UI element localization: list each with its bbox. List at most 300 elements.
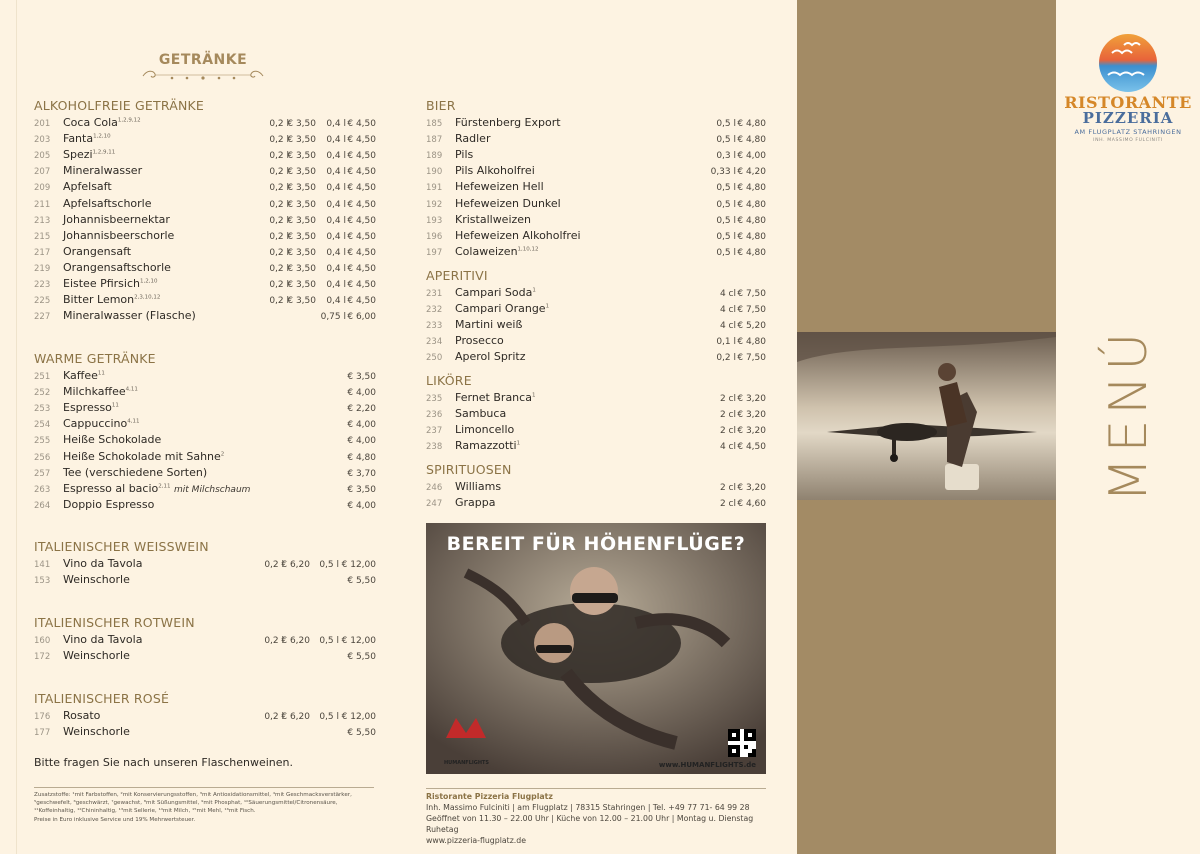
item-price: € 4,00	[347, 436, 376, 447]
item-name-text: Fernet Branca	[455, 391, 532, 404]
item-number: 231	[426, 289, 443, 299]
menu-item	[426, 333, 766, 349]
item-s2: 0,4 l	[326, 215, 346, 226]
item-number: 177	[34, 728, 51, 739]
item-price: € 4,80	[737, 119, 766, 129]
item-p2: € 4,50	[347, 183, 376, 194]
item-name	[63, 572, 130, 588]
item-number: 237	[426, 426, 443, 437]
menu-item	[426, 244, 766, 260]
item-p1: € 3,50	[287, 167, 316, 178]
item-p1: € 6,20	[281, 712, 310, 722]
item-name-text: Hefeweizen Dunkel	[455, 196, 561, 210]
item-price: € 4,80	[737, 183, 766, 194]
item-s2: 0,4 l	[326, 280, 346, 290]
item-price: € 2,20	[347, 404, 376, 415]
item-number: 225	[34, 296, 51, 307]
item-name-text: Fanta	[63, 132, 94, 146]
item-size: 4 cl	[719, 289, 736, 299]
additive-markers: 1	[516, 440, 521, 447]
item-size: 0,5 l	[716, 247, 736, 258]
menu-item	[34, 292, 376, 308]
menu-item	[426, 163, 766, 179]
item-name-text: Grappa	[455, 496, 496, 510]
ornament-divider	[141, 70, 265, 82]
website-link[interactable]: www.pizzeria-flugplatz.de	[426, 836, 527, 845]
menu-item	[426, 317, 766, 333]
menu-item	[34, 708, 376, 724]
menu-item	[34, 115, 376, 131]
item-size: 2 cl	[719, 410, 736, 421]
contact-address: Inh. Massimo Fulciniti | am Flugplatz | 78315 Stahringen | Tel. +49 77 71- 64 99 28	[426, 803, 750, 812]
item-price: € 4,00	[347, 500, 376, 511]
menu-item	[34, 724, 376, 740]
additive-markers: 1	[545, 303, 550, 310]
fold-line	[16, 0, 17, 854]
item-name	[455, 317, 522, 333]
menu-item	[34, 497, 376, 513]
item-name-text: Weinschorle	[63, 725, 130, 739]
menu-item	[34, 432, 376, 448]
footnote-divider	[34, 787, 374, 788]
restaurant-name: Ristorante Pizzeria Flugplatz	[426, 792, 553, 801]
item-name-text: Colaweizen	[455, 244, 518, 258]
additive-markers: 2,3,10,12	[134, 294, 161, 301]
item-p2: € 12,00	[341, 712, 376, 722]
item-number: 235	[426, 394, 443, 404]
item-number: 176	[34, 712, 51, 722]
item-size: 4 cl	[719, 305, 736, 316]
item-price: € 4,80	[737, 231, 766, 242]
item-size: 0,5 l	[716, 183, 736, 194]
item-p1: € 6,20	[281, 560, 310, 570]
item-number: 254	[34, 420, 51, 431]
item-name-text: Weinschorle	[63, 649, 130, 663]
additive-markers: 1,2,10	[93, 133, 111, 140]
additive-markers: 2	[220, 450, 225, 457]
section-title: APERITIVI	[426, 268, 488, 283]
item-size: 2 cl	[719, 426, 736, 437]
menu-item	[34, 244, 376, 260]
item-number: 141	[34, 560, 51, 570]
item-name-text: Pils	[455, 148, 474, 162]
item-size: 0,5 l	[716, 231, 736, 242]
item-name-text: Coca Cola	[63, 116, 118, 129]
item-name-text: Kaffee	[63, 369, 98, 382]
pilot-airplane-image	[797, 332, 1056, 500]
item-s2: 0,75 l	[320, 312, 346, 323]
item-name-text: Campari Soda	[455, 286, 533, 299]
item-price: € 4,00	[347, 388, 376, 399]
pilot-photo	[797, 332, 1056, 500]
item-number: 236	[426, 410, 443, 421]
item-number: 246	[426, 483, 443, 493]
item-price: € 4,80	[737, 215, 766, 226]
item-price: € 4,80	[737, 135, 766, 146]
item-name	[63, 481, 250, 498]
item-name-text: Orangensaft	[63, 244, 132, 258]
item-name-text: Campari Orange	[455, 302, 546, 316]
section-title: ITALIENISCHER ROTWEIN	[34, 615, 195, 630]
item-price: € 3,50	[347, 484, 376, 495]
menu-item	[34, 384, 376, 400]
item-number: 209	[34, 183, 51, 194]
menu-item	[34, 212, 376, 228]
item-name	[63, 276, 157, 292]
item-name	[63, 465, 207, 481]
item-s1: 0,2 l	[269, 151, 289, 162]
item-p2: € 6,00	[347, 312, 376, 323]
price-note: Preise in Euro inklusive Service und 19% Mehrwertsteuer.	[34, 817, 196, 823]
item-price: € 3,20	[737, 410, 766, 421]
menu-item	[426, 390, 766, 406]
item-p1: € 3,50	[287, 263, 316, 274]
item-name-text: Milchkaffee	[63, 385, 126, 399]
item-number: 253	[34, 404, 51, 415]
item-number: 234	[426, 337, 443, 348]
item-price: € 4,80	[737, 247, 766, 258]
item-price: € 3,20	[737, 394, 766, 404]
menu-title-vertical: MENÚ	[1099, 327, 1159, 503]
menu-item	[426, 228, 766, 244]
item-p2: € 4,50	[347, 247, 376, 258]
item-p2: € 5,50	[347, 652, 376, 663]
item-number: 264	[34, 500, 51, 511]
menu-item	[426, 438, 766, 454]
item-name	[63, 632, 142, 648]
item-number: 160	[34, 636, 51, 646]
item-name-text: Apfelsaftschorle	[63, 196, 152, 210]
item-name-text: Rosato	[63, 709, 101, 722]
item-name	[455, 438, 520, 454]
additive-markers: 11	[97, 370, 105, 377]
menu-item	[426, 479, 766, 495]
menu-item	[426, 422, 766, 438]
item-p1: € 3,50	[287, 119, 316, 129]
item-s1: 0,2 l	[269, 167, 289, 178]
ad-headline: BEREIT FÜR HÖHENFLÜGE?	[446, 533, 746, 555]
item-name	[455, 479, 501, 495]
ad-url[interactable]: www.HUMANFLIGHTS.de	[658, 761, 756, 769]
footnotes	[34, 791, 379, 824]
item-number: 257	[34, 468, 51, 479]
item-name	[455, 285, 536, 301]
item-name	[63, 497, 154, 513]
item-name	[455, 163, 535, 179]
item-name	[63, 115, 141, 131]
item-name-text: Martini weiß	[455, 318, 523, 332]
item-number: 255	[34, 436, 51, 447]
item-number: 232	[426, 305, 443, 316]
item-p2: € 4,50	[347, 215, 376, 226]
item-p2: € 5,50	[347, 728, 376, 739]
item-name	[455, 244, 539, 260]
item-name	[63, 308, 196, 324]
additive-markers: 4,11	[127, 418, 140, 425]
section-title: ALKOHOLFREIE GETRÄNKE	[34, 98, 204, 113]
item-p1: € 6,20	[281, 636, 310, 646]
item-size: 0,3 l	[716, 151, 736, 162]
item-p2: € 4,50	[347, 296, 376, 307]
item-name-text: Johannisbeernektar	[63, 212, 170, 226]
menu-item	[34, 400, 376, 416]
item-price: € 7,50	[737, 353, 766, 364]
item-name-text: Hefeweizen Alkoholfrei	[455, 228, 581, 242]
menu-item	[34, 131, 376, 147]
item-name-text: Ramazzotti	[455, 439, 517, 453]
item-s1: 0,2 l	[269, 119, 289, 129]
item-name-text: Doppio Espresso	[63, 497, 155, 511]
item-s2: 0,4 l	[326, 231, 346, 242]
item-number: 211	[34, 199, 51, 210]
item-price: € 7,50	[737, 289, 766, 299]
item-s2: 0,4 l	[326, 151, 346, 162]
item-price: € 4,80	[347, 452, 376, 463]
item-price: € 4,50	[737, 442, 766, 453]
menu-item	[426, 147, 766, 163]
item-size: 0,5 l	[716, 199, 736, 210]
item-number: 250	[426, 353, 443, 364]
item-number: 238	[426, 442, 443, 453]
humanflights-ad[interactable]	[426, 523, 766, 774]
item-price: € 4,00	[347, 420, 376, 431]
item-number: 189	[426, 151, 443, 162]
contact-divider	[426, 788, 766, 789]
item-name-text: Heiße Schokolade mit Sahne	[63, 449, 221, 463]
item-p1: € 3,50	[287, 296, 316, 307]
item-number: 219	[34, 263, 51, 274]
item-name	[455, 495, 496, 511]
section-title: BIER	[426, 98, 456, 113]
flaschenwein-hint: Bitte fragen Sie nach unseren Flaschenweinen.	[34, 756, 293, 769]
item-name	[63, 244, 131, 260]
logo-ristorante: RISTORANTE	[1064, 93, 1192, 112]
additive-markers: 1	[532, 287, 536, 294]
item-s2: 0,4 l	[326, 135, 346, 146]
additive-markers: 1	[531, 392, 536, 399]
qr-code-icon[interactable]	[728, 729, 756, 757]
item-price: € 4,60	[737, 499, 766, 510]
item-p1: € 3,50	[287, 151, 316, 162]
item-name-text: Sambuca	[455, 407, 507, 421]
menu-item	[426, 131, 766, 147]
item-name	[63, 556, 142, 572]
item-name	[455, 349, 525, 365]
item-name-text: Espresso	[63, 401, 112, 415]
item-price: € 3,20	[737, 483, 766, 493]
item-s1: 0,2 l	[269, 263, 289, 274]
item-size: 0,33 l	[710, 167, 736, 178]
item-name-text: Aperol Spritz	[455, 350, 526, 364]
item-number: 223	[34, 280, 51, 290]
item-s2: 0,4 l	[326, 296, 346, 307]
contact-info	[426, 791, 786, 846]
additive-markers: 11	[111, 402, 119, 409]
item-p2: € 4,50	[347, 231, 376, 242]
item-s1: 0,2 l	[269, 215, 289, 226]
item-s1: 0,2 l	[264, 560, 284, 570]
menu-item	[426, 179, 766, 195]
menu-item	[34, 465, 376, 481]
item-name-text: Johannisbeerschorle	[63, 228, 175, 242]
item-number: 247	[426, 499, 443, 510]
item-name	[455, 115, 561, 131]
additive-markers: 4,11	[125, 386, 138, 393]
item-name	[455, 301, 549, 317]
item-price: € 4,20	[737, 167, 766, 178]
item-name	[63, 384, 138, 400]
item-number: 190	[426, 167, 443, 178]
item-name-text: Eistee Pfirsich	[63, 277, 140, 290]
item-name	[455, 196, 561, 212]
additive-markers: 1,2,9,12	[117, 117, 141, 124]
item-p1: € 3,50	[287, 135, 316, 146]
item-name-text: Pils Alkoholfrei	[455, 164, 535, 178]
item-name	[455, 131, 490, 147]
item-s1: 0,2 l	[269, 296, 289, 307]
item-number: 227	[34, 312, 51, 323]
item-size: 0,5 l	[716, 135, 736, 146]
ad-brand: HUMANFLIGHTS	[444, 760, 490, 766]
item-number: 172	[34, 652, 51, 663]
section-title: SPIRITUOSEN	[426, 462, 512, 477]
item-s2: 0,5 l	[319, 560, 339, 570]
item-p2: € 4,50	[347, 119, 376, 129]
item-p2: € 4,50	[347, 135, 376, 146]
menu-item	[34, 449, 376, 465]
item-name-text: Williams	[455, 480, 502, 493]
item-s2: 0,5 l	[319, 636, 339, 646]
item-number: 215	[34, 231, 51, 242]
item-size: 4 cl	[719, 321, 736, 332]
item-size: 2 cl	[719, 483, 736, 493]
item-number: 256	[34, 452, 51, 463]
menu-item	[426, 349, 766, 365]
item-name-text: Vino da Tavola	[63, 633, 143, 646]
item-name	[455, 422, 514, 438]
item-s1: 0,2 l	[269, 231, 289, 242]
item-price: € 4,00	[737, 151, 766, 162]
menu-item	[34, 179, 376, 195]
item-number: 251	[34, 372, 51, 382]
item-size: 0,2 l	[716, 353, 736, 364]
item-number: 205	[34, 151, 51, 162]
menu-item	[34, 308, 376, 324]
item-number: 153	[34, 576, 51, 587]
item-name	[455, 179, 544, 195]
section-title: LIKÖRE	[426, 373, 472, 388]
item-name	[63, 179, 112, 195]
item-name	[455, 406, 506, 422]
item-number: 207	[34, 167, 51, 178]
item-p2: € 4,50	[347, 280, 376, 290]
opening-hours: Geöffnet von 11.30 – 22.00 Uhr | Küche von 12.00 – 21.00 Uhr | Montag u. Dienstag Ruhetag	[426, 814, 754, 834]
item-number: 233	[426, 321, 443, 332]
item-name-text: Prosecco	[455, 334, 504, 348]
menu-item	[34, 147, 376, 163]
menu-item	[34, 416, 376, 432]
item-price: € 5,20	[737, 321, 766, 332]
item-price: € 3,50	[347, 372, 376, 382]
item-name-text: Fürstenberg Export	[455, 116, 561, 129]
item-s1: 0,2 l	[269, 183, 289, 194]
logo-location: AM FLUGPLATZ STAHRINGEN	[1074, 128, 1182, 136]
section-title: ITALIENISCHER ROSÉ	[34, 691, 170, 706]
item-p2: € 12,00	[341, 636, 376, 646]
item-s1: 0,2 l	[269, 199, 289, 210]
item-number: 192	[426, 199, 443, 210]
item-size: 2 cl	[719, 499, 736, 510]
item-name	[455, 333, 504, 349]
additives-note: Zusatzstoffe: ¹mit Farbstoffen, ²mit Konservierungsstoffen, ³mit Antioxidationsmittel, ⁴mit Geschmacksverstärker, ⁵geschwefelt, ⁶geschwärzt, ⁷gewachst, ⁸mit Süßungsmittel, ⁹mit Phosphat, ¹⁰Säuerungsmittel/Citronensäure, ¹¹Koffeinhaltig, ¹²Chininhaltig, ¹³mit Sellerie, ¹⁴mit Milch, ¹⁵mit Mehl, ¹⁶mit Fisch.	[34, 792, 352, 814]
item-p2: € 4,50	[347, 263, 376, 274]
item-number: 203	[34, 135, 51, 146]
menu-item	[34, 228, 376, 244]
item-name	[63, 400, 119, 416]
item-name-text: Apfelsaft	[63, 180, 112, 194]
menu-item	[426, 212, 766, 228]
item-name-text: Limoncello	[455, 423, 515, 437]
menu-item	[426, 196, 766, 212]
item-name-text: Heiße Schokolade	[63, 433, 162, 447]
item-p2: € 4,50	[347, 199, 376, 210]
menu-item	[34, 196, 376, 212]
item-name	[63, 260, 171, 276]
menu-item	[34, 632, 376, 648]
item-name	[63, 648, 130, 664]
item-name	[455, 228, 581, 244]
menu-item	[426, 406, 766, 422]
item-p2: € 4,50	[347, 167, 376, 178]
item-price: € 4,80	[737, 337, 766, 348]
item-price: € 3,20	[737, 426, 766, 437]
item-p2: € 12,00	[341, 560, 376, 570]
item-price: € 7,50	[737, 305, 766, 316]
menu-item	[34, 260, 376, 276]
item-number: 185	[426, 119, 443, 129]
item-name	[63, 368, 105, 384]
additive-markers: 1,10,12	[517, 246, 539, 253]
item-p1: € 3,50	[287, 215, 316, 226]
menu-item	[34, 648, 376, 664]
item-number: 196	[426, 231, 443, 242]
item-name-text: Tee (verschiedene Sorten)	[63, 465, 208, 479]
menu-item	[426, 285, 766, 301]
item-name	[63, 724, 130, 740]
item-s2: 0,4 l	[326, 199, 346, 210]
menu-item	[34, 572, 376, 588]
item-name	[63, 292, 160, 308]
item-name-text: Vino da Tavola	[63, 557, 143, 570]
page-title: GETRÄNKE	[158, 52, 248, 68]
item-s2: 0,4 l	[326, 247, 346, 258]
item-name	[63, 228, 174, 244]
item-size: 0,5 l	[716, 215, 736, 226]
item-p1: € 3,50	[287, 280, 316, 290]
menu-item	[34, 481, 376, 497]
item-p2: € 4,50	[347, 151, 376, 162]
item-name	[63, 212, 170, 228]
menu-item	[34, 276, 376, 292]
item-s1: 0,2 l	[264, 712, 284, 722]
item-name	[63, 196, 152, 212]
item-number: 252	[34, 388, 51, 399]
item-size: 4 cl	[719, 442, 736, 453]
item-name	[63, 708, 100, 724]
item-number: 191	[426, 183, 443, 194]
item-number: 213	[34, 215, 51, 226]
additive-markers: 2,11	[158, 483, 171, 490]
